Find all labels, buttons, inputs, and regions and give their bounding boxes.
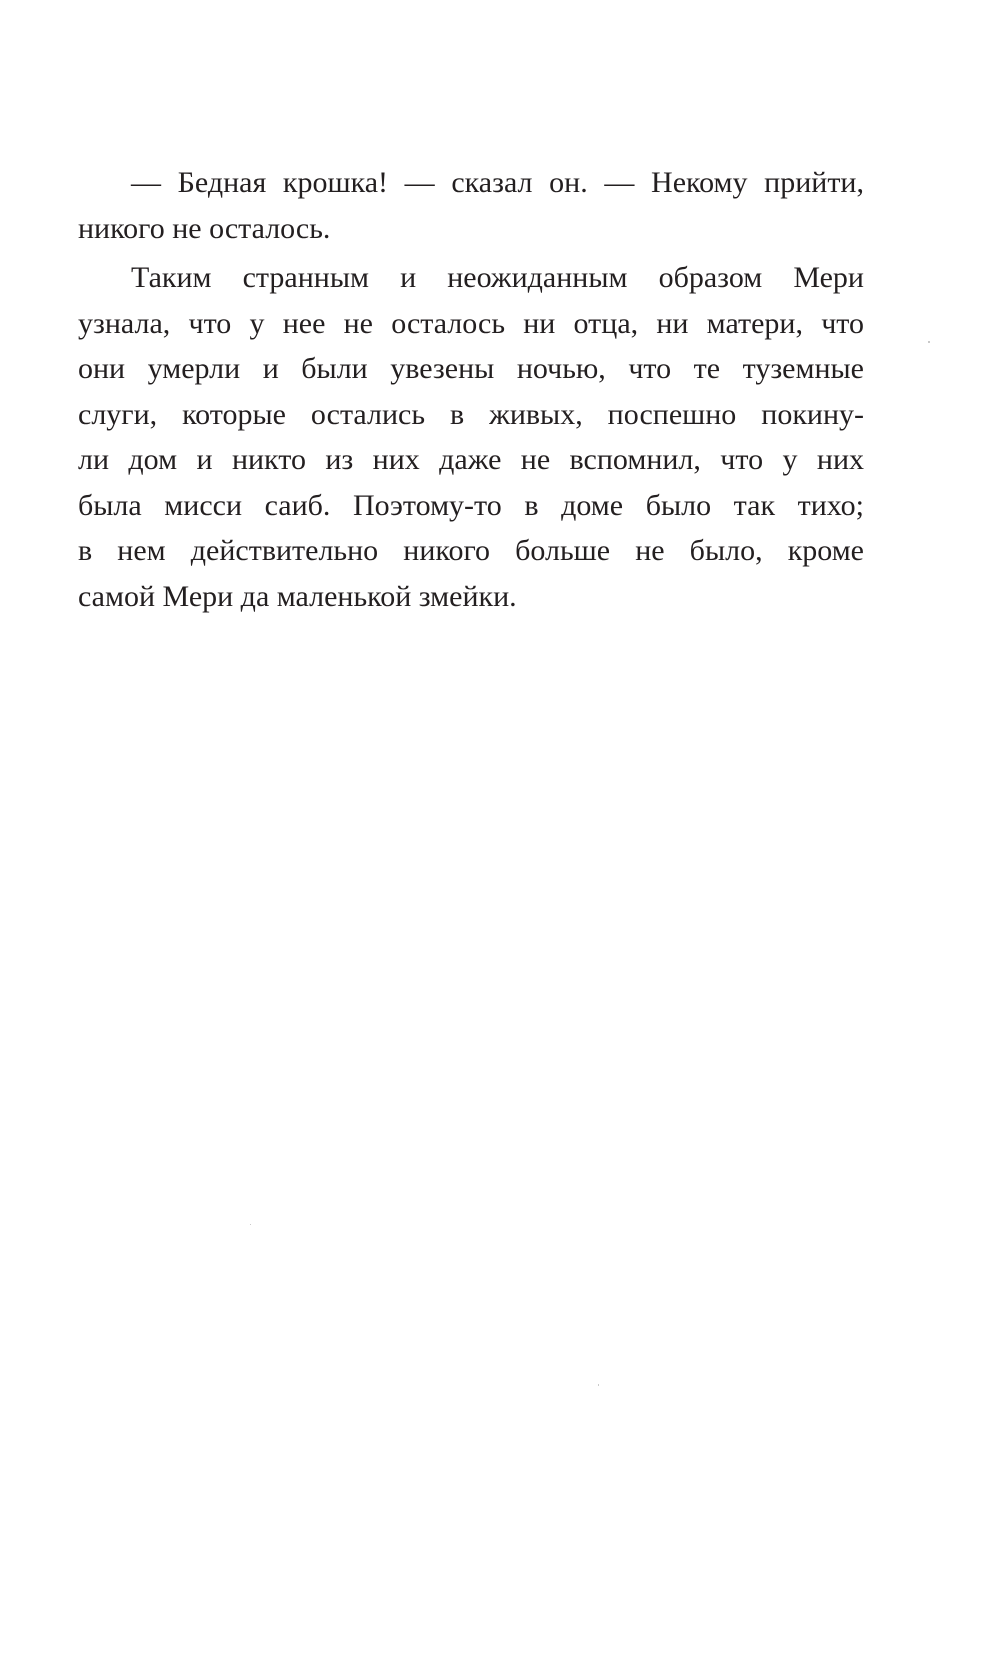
text-line: была мисси саиб. Поэтому-то в доме было так тихо; <box>78 488 864 522</box>
text-line: они умерли и были увезены ночью, что те туземные <box>78 352 864 385</box>
page-text <box>78 160 864 619</box>
text-line: узнала, что у нее не осталось ни отца, ни матери, что <box>78 306 864 340</box>
text-line: ли дом и никто из них даже не вспомнил, что у них <box>78 443 864 476</box>
scan-speck <box>250 1224 251 1225</box>
text-line: никого не осталось. <box>78 211 331 245</box>
text-line: слуги, которые остались в живых, поспешно покину- <box>78 397 864 431</box>
text-line: — Бедная крошка! — сказал он. — Некому прийти, <box>131 166 864 199</box>
paragraph <box>78 255 864 619</box>
text-line: Таким странным и неожиданным образом Мери <box>131 261 864 294</box>
paragraph <box>78 160 864 251</box>
text-line: в нем действительно никого больше не было, кроме <box>78 534 864 567</box>
scan-speck <box>598 1384 599 1386</box>
text-line: самой Мери да маленькой змейки. <box>78 579 517 613</box>
scan-speck <box>928 341 930 343</box>
